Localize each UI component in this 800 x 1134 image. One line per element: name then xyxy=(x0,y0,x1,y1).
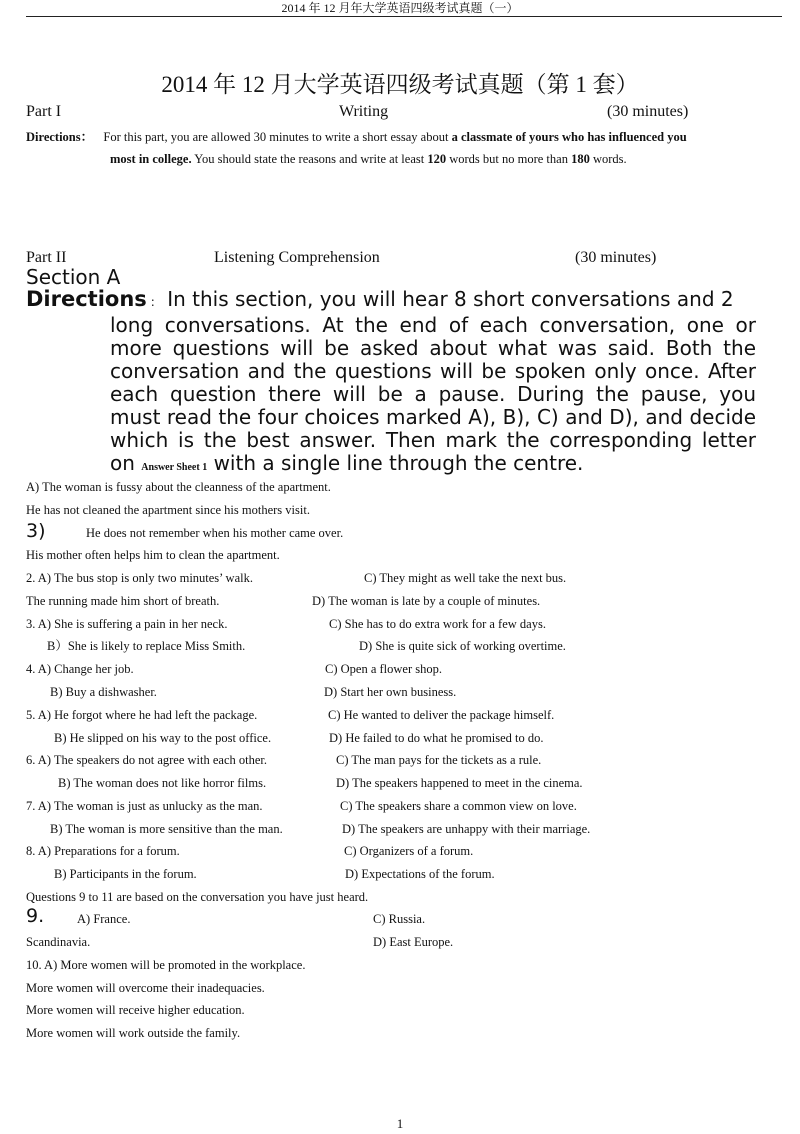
listening-directions xyxy=(26,288,756,479)
part2-time: (30 minutes) xyxy=(575,249,657,266)
q8-choice-b: B) Participants in the forum. xyxy=(54,867,197,881)
listening-directions-first: In this section, you will hear 8 short conversations and 2 xyxy=(167,287,734,311)
q5-choice-a: 5. A) He forgot where he had left the package. xyxy=(26,708,258,722)
q9-choice-c: C) Russia. xyxy=(373,912,426,926)
q3-choice-a: 3. A) She is suffering a pain in her neck. xyxy=(26,617,228,631)
q10-choice-d: More women will work outside the family. xyxy=(26,1026,241,1040)
q4-choice-b: B) Buy a dishwasher. xyxy=(50,685,157,699)
section-a-heading: Section A xyxy=(26,265,121,289)
part1-time: (30 minutes) xyxy=(607,103,689,120)
q7-choice-a: 7. A) The woman is just as unlucky as the man. xyxy=(26,799,263,813)
q4-choice-a: 4. A) Change her job. xyxy=(26,662,134,676)
q1-choice-a: A) The woman is fussy about the cleanness of the apartment. xyxy=(26,480,331,494)
q4-choice-d: D) Start her own business. xyxy=(324,685,457,699)
q6-choice-d: D) The speakers happened to meet in the cinema. xyxy=(336,776,583,790)
q2-choice-d: D) The woman is late by a couple of minutes. xyxy=(312,594,541,608)
q1-marker-3: 3) xyxy=(26,520,46,542)
part1-dir-e: 120 xyxy=(427,152,447,166)
running-header: 2014 年 12 月年大学英语四级考试真题（一） xyxy=(281,1,519,15)
listening-directions-rest xyxy=(26,314,756,479)
part2-label: Part II xyxy=(26,249,67,266)
q10-choice-a: 10. A) More women will be promoted in the workplace. xyxy=(26,958,306,972)
q1-choice-d: His mother often helps him to clean the apartment. xyxy=(26,548,280,562)
q3-choice-c: C) She has to do extra work for a few days. xyxy=(329,617,546,631)
q10-choice-c: More women will receive higher education. xyxy=(26,1003,245,1017)
q9-number: 9. xyxy=(26,905,45,927)
q7-choice-b: B) The woman is more sensitive than the man. xyxy=(50,822,283,836)
part1-directions-line1 xyxy=(26,127,687,147)
listening-directions-label: Directions xyxy=(26,287,147,311)
q10-choice-b: More women will overcome their inadequacies. xyxy=(26,981,265,995)
q7-choice-c: C) The speakers share a common view on love. xyxy=(340,799,577,813)
q3-choice-d: D) She is quite sick of working overtime. xyxy=(359,639,566,653)
part1-dir-a: For this part, you are allowed 30 minutes to write a short essay about xyxy=(103,130,449,144)
q8-choice-a: 8. A) Preparations for a forum. xyxy=(26,844,180,858)
q9-choice-d: D) East Europe. xyxy=(373,935,454,949)
q2-choice-c: C) They might as well take the next bus. xyxy=(364,571,567,585)
q5-choice-b: B) He slipped on his way to the post office. xyxy=(54,731,272,745)
q9-choice-b: Scandinavia. xyxy=(26,935,91,949)
listening-directions-body: long conversations. At the end of each conversation, one or more questions will be asked about what was said. Both the conversation and the questions will be spoken only once. After each question there will be a pause. During the pause, you must read the four choices marked A), B), C) and D), and decide which is the best answer. Then mark the corresponding letter on xyxy=(110,313,756,475)
q2-choice-a: 2. A) The bus stop is only two minutes’ walk. xyxy=(26,571,253,585)
part1-dir-f: words but no more than xyxy=(449,152,568,166)
part1-directions-label: Directions： xyxy=(26,130,94,144)
listening-directions-end: with a single line through the centre. xyxy=(213,451,584,475)
part1-dir-g: 180 xyxy=(571,152,590,166)
q8-choice-d: D) Expectations of the forum. xyxy=(345,867,495,881)
q3-choice-b: B）She is likely to replace Miss Smith. xyxy=(47,639,246,653)
q9-11-intro: Questions 9 to 11 are based on the conversation you have just heard. xyxy=(26,890,369,904)
q9-choice-a: A) France. xyxy=(77,912,131,926)
page-title: 2014 年 12 月大学英语四级考试真题（第 1 套） xyxy=(161,72,639,97)
header-rule xyxy=(26,16,782,17)
q7-choice-d: D) The speakers are unhappy with their marriage. xyxy=(342,822,591,836)
part1-dir-h: words. xyxy=(592,152,627,166)
q6-choice-a: 6. A) The speakers do not agree with each other. xyxy=(26,753,268,767)
q6-choice-b: B) The woman does not like horror films. xyxy=(58,776,267,790)
q1-choice-c: He does not remember when his mother came over. xyxy=(86,526,344,540)
q2-choice-b: The running made him short of breath. xyxy=(26,594,220,608)
part1-dir-d: You should state the reasons and write at least xyxy=(194,152,425,166)
part1-label: Part I xyxy=(26,103,62,120)
part1-name: Writing xyxy=(339,103,389,120)
part2-name: Listening Comprehension xyxy=(214,249,380,266)
q4-choice-c: C) Open a flower shop. xyxy=(325,662,442,676)
part1-directions-line2 xyxy=(110,149,627,169)
part1-dir-b: a classmate of yours who has influenced you xyxy=(451,130,687,144)
q6-choice-c: C) The man pays for the tickets as a rule. xyxy=(336,753,542,767)
q5-choice-d: D) He failed to do what he promised to do. xyxy=(329,731,544,745)
answer-sheet-label: Answer Sheet 1 xyxy=(141,462,208,473)
q1-choice-b: He has not cleaned the apartment since his mothers visit. xyxy=(26,503,310,517)
page-number: 1 xyxy=(396,1116,404,1131)
q8-choice-c: C) Organizers of a forum. xyxy=(344,844,474,858)
q5-choice-c: C) He wanted to deliver the package himself. xyxy=(328,708,555,722)
part1-dir-c: most in college. xyxy=(110,152,192,166)
listening-directions-colon: : xyxy=(150,295,155,309)
